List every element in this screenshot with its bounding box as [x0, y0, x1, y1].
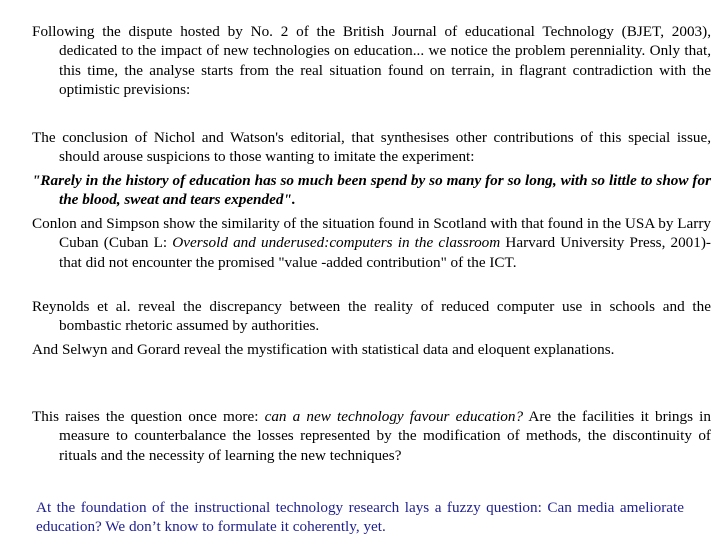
question-italic: can a new technology favour education?	[264, 408, 524, 425]
conlon-text-before: Conlon and Simpson show the similarity of the situation found in Scotland with that found in the USA by Larry Cuban (Cuban L:	[32, 215, 711, 252]
question-text-after: Are the facilities it brings in measure to counterbalance the losses represented by the modification of methods, the discontinuity of rituals and the necessity of learning the new techniques?	[59, 408, 711, 464]
selwyn-paragraph: And Selwyn and Gorard reveal the mystification with statistical data and eloquent explanations.	[32, 341, 615, 358]
intro-paragraph: Following the dispute hosted by No. 2 of the British Journal of educational Technology (BJET, 2003), dedicated to the impact of new technologies on education... we notice the problem perenniality. Only that, this time, the analyse starts from the real situation found on terrain, in flagrant contradiction with the optimistic previsions:	[32, 23, 711, 99]
reynolds-paragraph: Reynolds et al. reveal the discrepancy between the reality of reduced computer use in schools and the bombastic rhetoric assumed by authorities.	[32, 298, 711, 335]
question-paragraph	[32, 407, 711, 465]
conlon-text-after: Harvard University Press, 2001)- that did not encounter the promised "value -added contribution" of the ICT.	[59, 234, 711, 271]
question-text-before: This raises the question once more:	[32, 408, 265, 425]
cuban-book-title: Oversold and underused:computers in the classroom	[172, 234, 501, 252]
conclusion-paragraph: At the foundation of the instructional technology research lays a fuzzy question: Can media ameliorate education? We don’t know to formulate it coherently, yet.	[36, 499, 684, 536]
quote-paragraph: "Rarely in the history of education has so much been spend by so many for so long, with so little to show for the blood, sweat and tears expended".	[32, 172, 711, 209]
nichol-paragraph: The conclusion of Nichol and Watson's editorial, that synthesises other contributions of this special issue, should arouse suspicions to those wanting to imitate the experiment:	[32, 129, 711, 166]
conlon-paragraph	[32, 214, 711, 272]
